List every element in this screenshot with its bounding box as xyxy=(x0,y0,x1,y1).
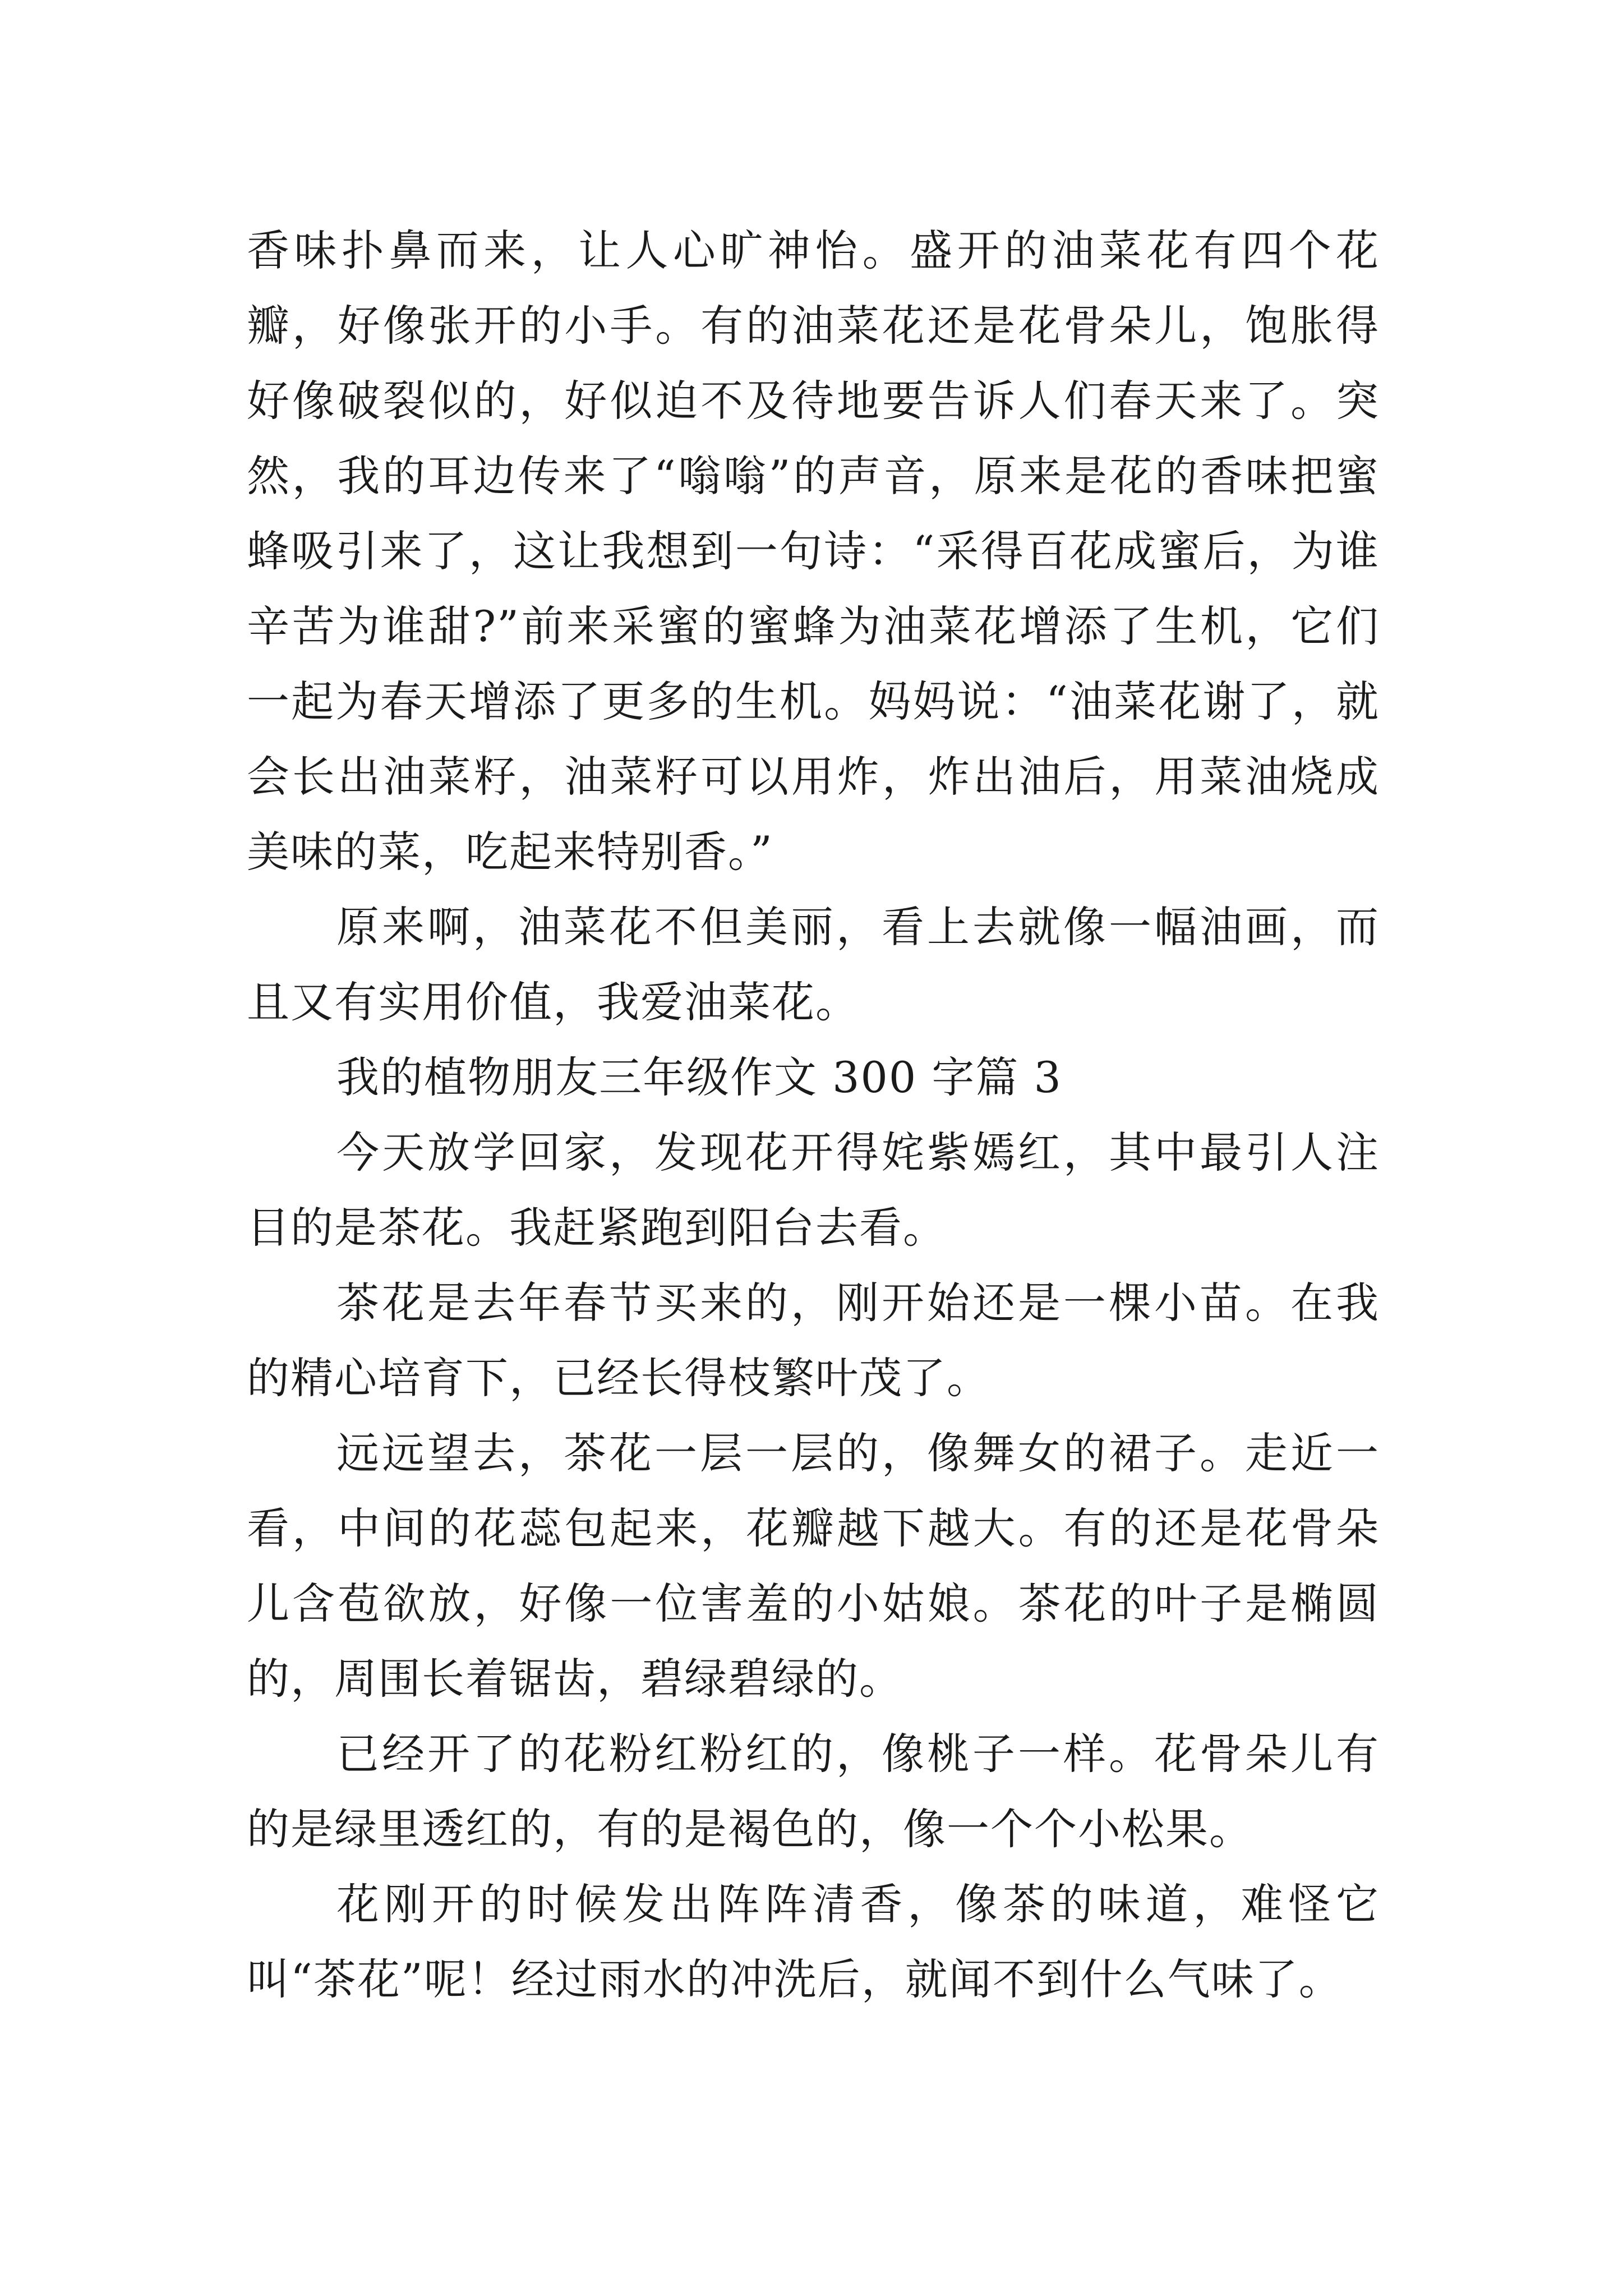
document-body xyxy=(247,213,1380,2017)
paragraph-5: 远远望去，茶花一层一层的，像舞女的裙子。走近一看，中间的花蕊包起来，花瓣越下越大。有的还是花骨朵儿含苞欲放，好像一位害羞的小姑娘。茶花的叶子是椭圆的，周围长着锯齿，碧绿碧绿的。 xyxy=(247,1428,1380,1704)
section-heading: 我的植物朋友三年级作文 300 字篇 3 xyxy=(336,1052,1062,1102)
paragraph-3: 今天放学回家，发现花开得姹紫嫣红，其中最引人注目的是茶花。我赶紧跑到阳台去看。 xyxy=(247,1128,1380,1253)
paragraph-2: 原来啊，油菜花不但美丽，看上去就像一幅油画，而且又有实用价值，我爱油菜花。 xyxy=(247,902,1380,1027)
paragraph-6: 已经开了的花粉红粉红的，像桃子一样。花骨朵儿有的是绿里透红的，有的是褐色的，像一个个小松果。 xyxy=(247,1729,1380,1854)
paragraph-7: 花刚开的时候发出阵阵清香，像茶的味道，难怪它叫“茶花”呢！经过雨水的冲洗后，就闻不到什么气味了。 xyxy=(247,1879,1380,2004)
paragraph-4: 茶花是去年春节买来的，刚开始还是一棵小苗。在我的精心培育下，已经长得枝繁叶茂了。 xyxy=(247,1278,1380,1403)
paragraph-1: 香味扑鼻而来，让人心旷神怡。盛开的油菜花有四个花瓣，好像张开的小手。有的油菜花还是花骨朵儿，饱胀得好像破裂似的，好似迫不及待地要告诉人们春天来了。突然，我的耳边传来了“嗡嗡”的声音，原来是花的香味把蜜蜂吸引来了，这让我想到一句诗：“采得百花成蜜后，为谁辛苦为谁甜?”前来采蜜的蜜蜂为油菜花增添了生机，它们一起为春天增添了更多的生机。妈妈说：“油菜花谢了，就会长出油菜籽，油菜籽可以用炸，炸出油后，用菜油烧成美味的菜，吃起来特别香。” xyxy=(247,226,1380,877)
